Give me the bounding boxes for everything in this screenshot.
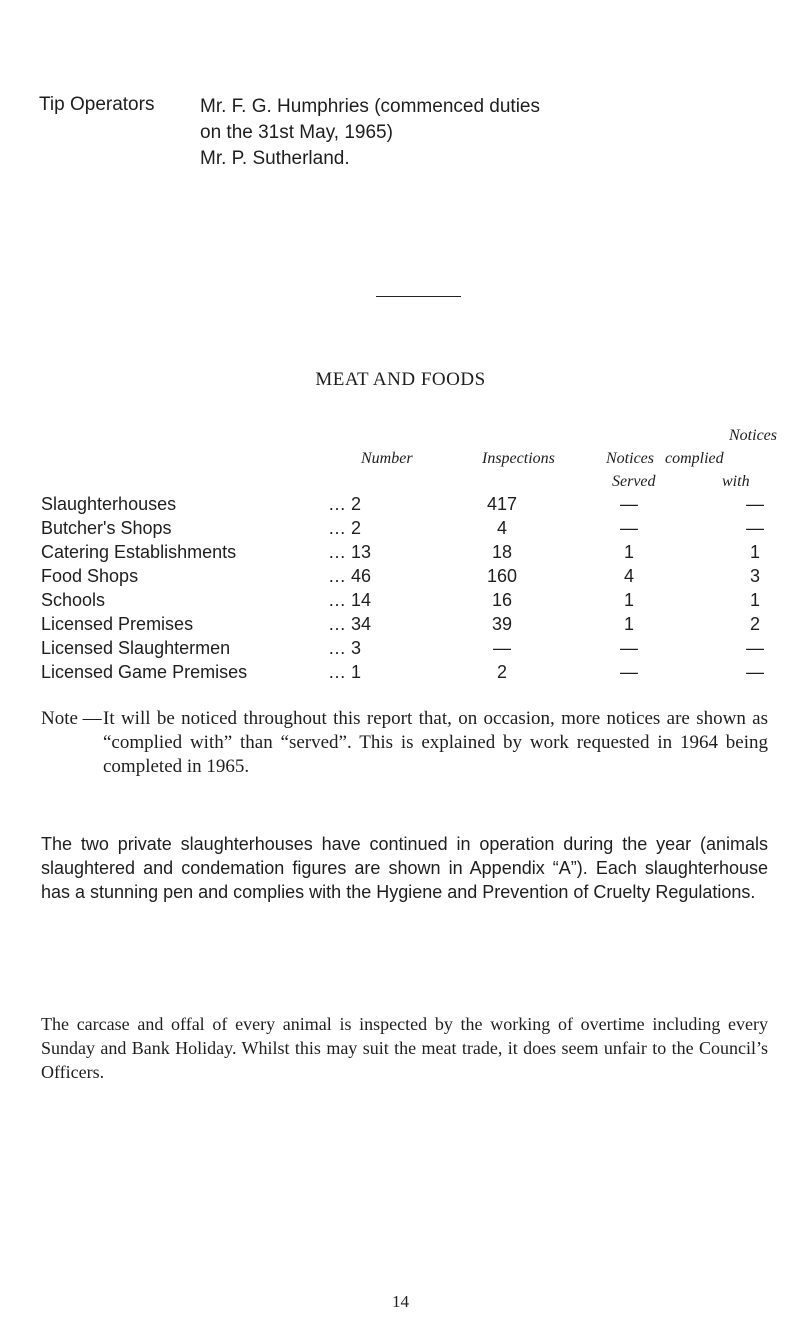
notices-complied-value: 3 [749, 566, 760, 586]
header-inspections: Inspections [482, 450, 555, 467]
premises-name: Catering Establishments [41, 542, 237, 562]
notices-served-value: 1 [623, 614, 634, 634]
inspections-value: 2 [496, 662, 507, 682]
header-number: Number [361, 450, 413, 467]
premises-name: Butcher's Shops [41, 518, 172, 538]
note-text: It will be noticed throughout this report that, on occasion, more notices are shown as “complied with” than “served”. This is explained by work requested in 1964 being completed in 1965. [103, 708, 768, 777]
table-row [0, 518, 801, 540]
notices-complied-value: 1 [749, 542, 760, 562]
notices-complied-value: 1 [749, 590, 760, 610]
header-notices-served-1: Notices [606, 450, 654, 467]
premises-number: … 13 [328, 542, 372, 562]
premises-number: … 14 [328, 590, 372, 610]
notices-served-value: — [620, 638, 638, 658]
premises-number: … 34 [328, 614, 372, 634]
inspections-value: — [493, 638, 511, 658]
premises-name: Licensed Game Premises [41, 662, 248, 682]
notices-served-value: — [620, 662, 638, 682]
notices-complied-value: — [746, 494, 764, 514]
notices-complied-value: — [746, 662, 764, 682]
header-notices-complied-3: with [722, 473, 750, 490]
notices-complied-value: — [746, 518, 764, 538]
inspections-value: 160 [486, 566, 518, 586]
header-notices-complied-1: Notices [729, 427, 777, 444]
table-row [0, 542, 801, 564]
notices-served-value: — [620, 494, 638, 514]
premises-number: … 1 [328, 662, 362, 682]
premises-number: … 3 [328, 638, 362, 658]
notices-served-value: 4 [623, 566, 634, 586]
notices-served-value: 1 [623, 542, 634, 562]
inspections-value: 18 [491, 542, 513, 562]
notices-complied-value: 2 [749, 614, 760, 634]
paragraph-carcase-inspection: The carcase and offal of every animal is inspected by the working of overtime including every Sunday and Bank Holiday. Whilst this may suit the meat trade, it does seem unfair to the Council’s Officers. [41, 1014, 768, 1082]
header-notices-served-2: Served [612, 473, 656, 490]
table-row [0, 566, 801, 588]
tip-operators-label: Tip Operators [39, 94, 155, 115]
table-row [0, 494, 801, 516]
section-divider [376, 296, 461, 297]
paragraph-slaughterhouses: The two private slaughterhouses have continued in operation during the year (animals slaughtered and condemation figures are shown in Appendix “A”). Each slaughterhouse has a stunning pen and complies with the Hygiene and Prevention of Cruelty Regulations. [41, 834, 768, 902]
notices-served-value: — [620, 518, 638, 538]
header-notices-complied-2: complied [665, 450, 724, 467]
premises-name: Food Shops [41, 566, 139, 586]
inspections-value: 16 [491, 590, 513, 610]
inspections-value: 4 [496, 518, 507, 538]
table-row [0, 662, 801, 684]
premises-number: … 46 [328, 566, 372, 586]
table-row [0, 614, 801, 636]
section-title: MEAT AND FOODS [315, 369, 486, 390]
inspections-value: 417 [486, 494, 518, 514]
tip-operators-list [200, 94, 540, 172]
premises-name: Licensed Premises [41, 614, 194, 634]
operator-line-2: on the 31st May, 1965) [200, 122, 393, 143]
note-block [41, 707, 768, 779]
premises-name: Slaughterhouses [41, 494, 177, 514]
premises-number: … 2 [328, 518, 362, 538]
page-number: 14 [392, 1292, 409, 1311]
notices-complied-value: — [746, 638, 764, 658]
operator-line-1: Mr. F. G. Humphries (commenced duties [200, 96, 540, 117]
table-row [0, 590, 801, 612]
note-lead: Note — [41, 708, 102, 729]
inspections-value: 39 [491, 614, 513, 634]
premises-name: Schools [41, 590, 106, 610]
premises-number: … 2 [328, 494, 362, 514]
operator-line-3: Mr. P. Sutherland. [200, 148, 350, 169]
table-row [0, 638, 801, 660]
premises-name: Licensed Slaughtermen [41, 638, 231, 658]
notices-served-value: 1 [623, 590, 634, 610]
